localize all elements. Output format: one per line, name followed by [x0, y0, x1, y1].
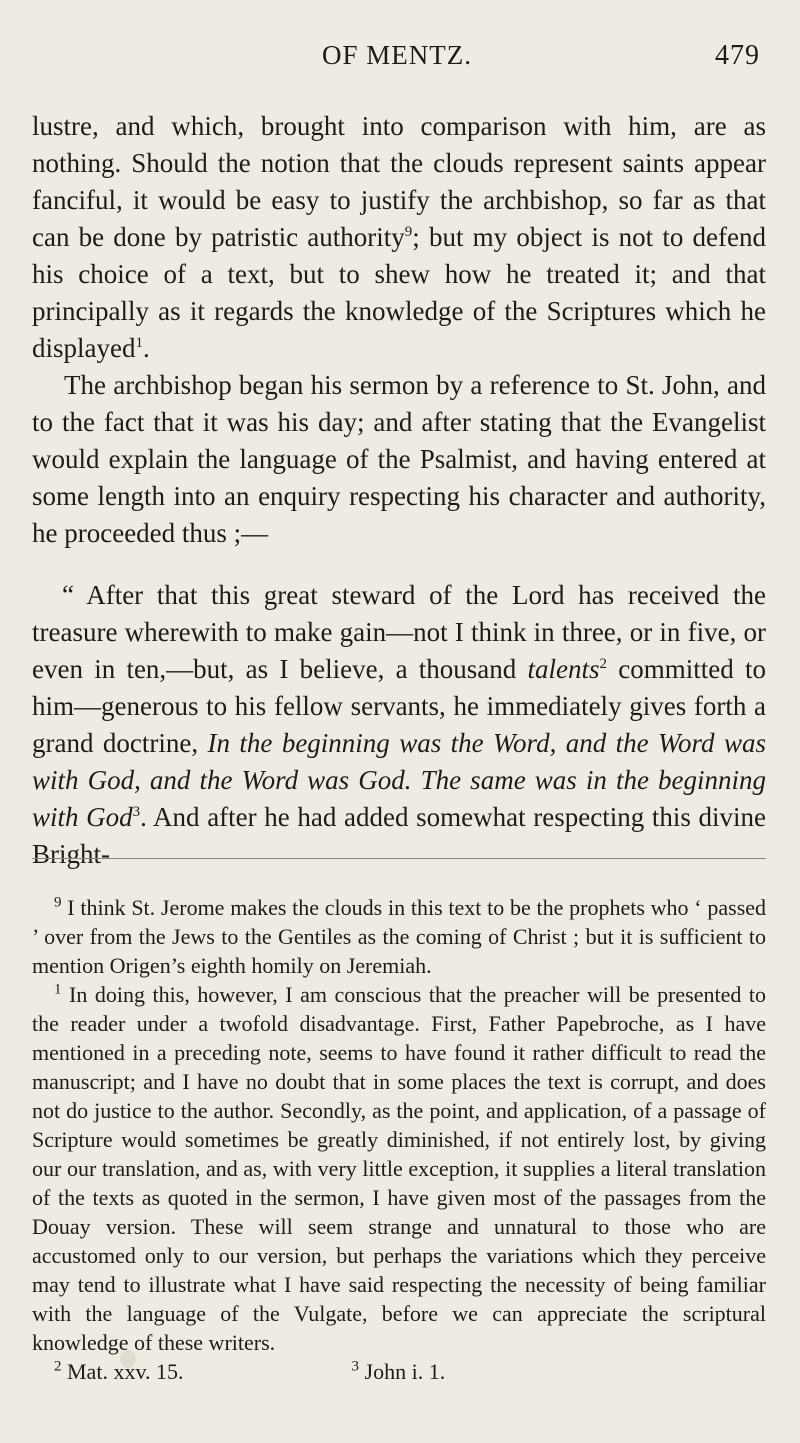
paper-stain [120, 1350, 136, 1368]
footnote-reference-1: 1 [135, 335, 143, 351]
footnote-1-text: In doing this, however, I am conscious that the preacher will be presented to the reader under a twofold disadvantage. First, Father Papebroche, as I have mentioned in a preceding note, seems to have found it rather difficult to read the manuscript; and I have no doubt that in some places the text is corrupt, and does not do justice to the author. Secondly, as the point, and application, of a passage of Scripture would sometimes be greatly diminished, if not entirely lost, by giving our our translation, and as, with very little exception, it supplies a literal translation of the texts as quoted in the sermon, I have given most of the passages from the Douay version. These will seem strange and unnatural to those who are accustomed only to our version, but perhaps the variations which they perceive may tend to illustrate what I have said respecting the necessity of being familiar with the language of the Vulgate, before we can appreciate the scriptural knowledge of these writers. [32, 982, 767, 1355]
footnote-1-mark: 1 [54, 981, 62, 998]
reference-2-text: Mat. xxv. 15. [67, 1359, 184, 1384]
reference-2-mark: 2 [54, 1358, 62, 1375]
reference-john [352, 1357, 446, 1386]
sermon-quotation [32, 577, 766, 873]
quote-middle: committed to him—generous to his fellow servants, he immediately gives forth a grand doctrine, [32, 654, 767, 758]
scripture-references [32, 1357, 766, 1386]
paragraph-1 [32, 108, 766, 367]
reference-3-mark: 3 [351, 1358, 360, 1375]
footnote-9-mark: 9 [54, 894, 62, 911]
quote-scripture-italic: In the beginning was the Word, and the Word was with God, and the Word was God. The same was in the beginning with God [32, 728, 766, 832]
quote-opening: “ After that this great steward of the Lord has received the treasure wherewith to make gain—not I think in three, or in five, or even in ten,—but, as I believe, a thousand [32, 580, 766, 684]
footnote-divider [32, 858, 766, 859]
footnote-9 [32, 893, 766, 980]
reference-matthew [54, 1357, 184, 1386]
running-title: OF MENTZ. [322, 40, 472, 70]
main-text [32, 108, 766, 873]
paragraph-1-end: . [142, 333, 150, 363]
quote-ending: . And after he had added somewhat respecting this divine Bright- [32, 802, 766, 869]
quote-talents: talents [527, 654, 600, 684]
footnotes [32, 893, 766, 1386]
page-number: 479 [715, 40, 760, 71]
running-head [32, 40, 766, 74]
footnote-reference-9: 9 [404, 224, 413, 240]
paragraph-2: The archbishop began his sermon by a reference to St. John, and to the fact that it was his day; and after stating that the Evangelist would explain the language of the Psalmist, and having entered at some length into an enquiry respecting his character and authority, he proceeded thus ;— [32, 370, 766, 548]
footnote-reference-3: 3 [132, 804, 141, 820]
paragraph-1-text: lustre, and which, brought into comparison with him, are as nothing. Should the notion that the clouds represent saints appear fanciful, it would be easy to justify the archbishop, so far as that can be done by patristic authority [32, 111, 766, 252]
footnote-reference-2: 2 [599, 656, 608, 672]
reference-3-text: John i. 1. [364, 1359, 446, 1384]
paragraph-1-continuation: ; but my object is not to defend his choice of a text, but to shew how he treated it; and that principally as it regards the knowledge of the Scriptures which he displayed [32, 222, 767, 363]
footnote-9-text: I think St. Jerome makes the clouds in this text to be the prophets who ‘ passed ’ over from the Jews to the Gentiles as the coming of Christ ; but it is sufficient to mention Origen’s eighth homily on Jeremiah. [32, 895, 767, 978]
footnote-1 [32, 980, 766, 1357]
